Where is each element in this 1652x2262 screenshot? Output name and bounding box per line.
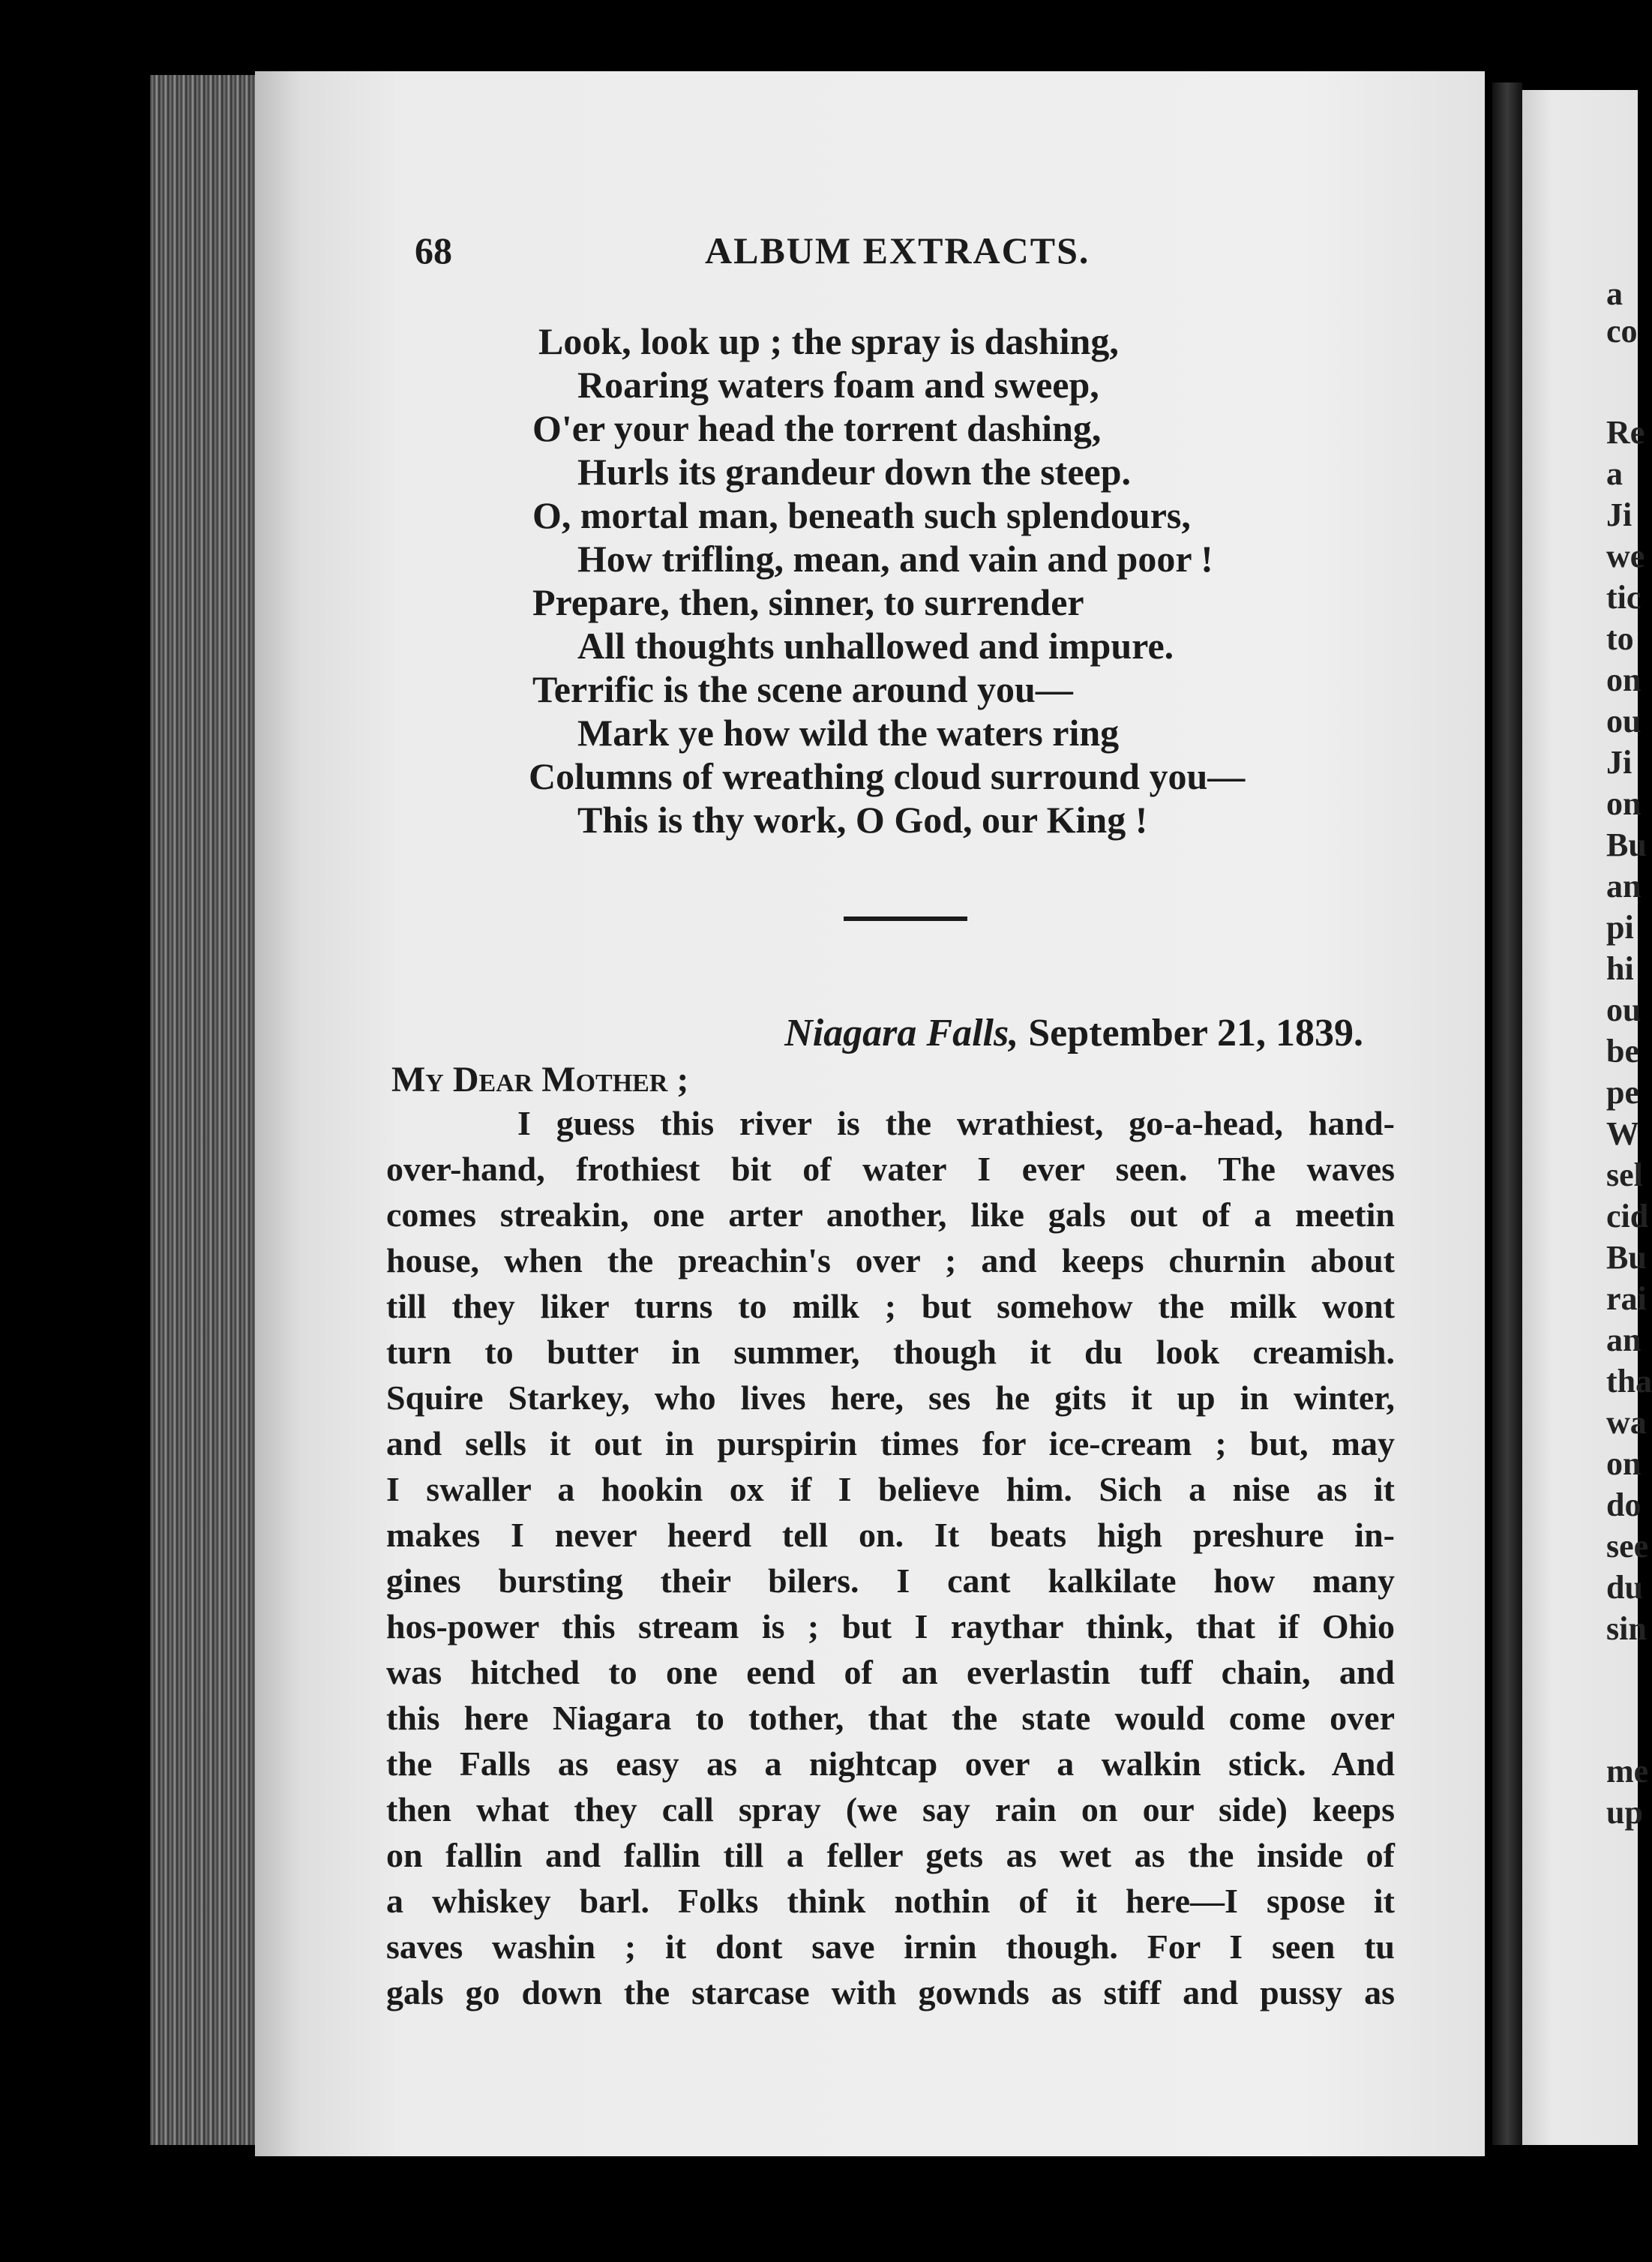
next-page-fragment: a [1606, 275, 1623, 312]
next-page-fragment: hi [1606, 950, 1634, 987]
letter-line: this here Niagara to tother, that the state would come over [386, 1699, 1395, 1737]
next-page-fragment: sin [1606, 1610, 1647, 1647]
letter-line: house, when the preachin's over ; and keeps churnin about [386, 1241, 1395, 1280]
next-page-fragment: Ji [1606, 496, 1633, 533]
next-page-fragment: Ji [1606, 744, 1633, 781]
book-gutter [1492, 82, 1522, 2145]
letter-salutation: My Dear Mother ; [391, 1060, 689, 1100]
next-page-fragment: me [1606, 1753, 1649, 1790]
next-page-fragment: on [1606, 785, 1642, 822]
book-page-edges [150, 75, 270, 2145]
letter-place: Niagara Falls, [784, 1012, 1019, 1054]
letter-line: turn to butter in summer, though it du look creamish. [386, 1333, 1395, 1371]
poem-line: This is thy work, O God, our King ! [577, 799, 1148, 841]
poem-line: Terrific is the scene around you— [532, 668, 1073, 710]
letter-line: I guess this river is the wrathiest, go-a-head, hand- [517, 1104, 1395, 1142]
next-page-fragment: be [1606, 1033, 1639, 1070]
next-page-fragment: tha [1606, 1363, 1652, 1400]
next-page-fragment: we [1606, 538, 1645, 574]
poem-line: Prepare, then, sinner, to surrender [532, 581, 1084, 623]
letter-dateline [784, 1011, 1363, 1055]
next-page-fragment: a [1606, 455, 1623, 492]
next-page-fragment: Bu [1606, 1239, 1647, 1276]
next-page-fragment: Bu [1606, 826, 1647, 863]
section-divider [844, 916, 967, 921]
poem-line: Columns of wreathing cloud surround you— [529, 755, 1246, 797]
next-page-fragment: wa [1606, 1404, 1647, 1441]
poem-line: O, mortal man, beneath such splendours, [532, 494, 1191, 536]
letter-line: a whiskey barl. Folks think nothin of it here—I spose it [386, 1882, 1395, 1920]
poem-line: Roaring waters foam and sweep, [577, 364, 1099, 406]
letter-line: I swaller a hookin ox if I believe him. Sich a nise as it [386, 1470, 1395, 1508]
letter-date: September 21, 1839. [1028, 1012, 1363, 1054]
next-page-fragment: ou [1606, 703, 1642, 740]
next-page-fragment: cid [1606, 1198, 1649, 1234]
next-page-fragment: an [1606, 1322, 1642, 1358]
letter-line: and sells it out in purspirin times for ice-cream ; but, may [386, 1424, 1395, 1462]
next-page-fragment: on [1606, 1445, 1642, 1482]
next-page-fragment: W [1606, 1115, 1639, 1152]
next-page-fragment: on [1606, 662, 1642, 698]
next-page-fragment: do [1606, 1486, 1642, 1523]
letter-line: gals go down the starcase with gownds as stiff and pussy as [386, 1973, 1395, 2012]
next-page-fragment: to [1606, 620, 1634, 657]
next-page-fragment: sel [1606, 1156, 1643, 1193]
letter-line: comes streakin, one arter another, like gals out of a meetin [386, 1196, 1395, 1234]
poem-line: Mark ye how wild the waters ring [577, 712, 1120, 754]
page-number: 68 [415, 230, 452, 272]
next-page-fragment: up [1606, 1794, 1643, 1831]
next-page-fragment: rai [1606, 1280, 1647, 1317]
letter-line: the Falls as easy as a nightcap over a walkin stick. And [386, 1744, 1395, 1783]
poem-line: Look, look up ; the spray is dashing, [538, 320, 1119, 362]
letter-line: then what they call spray (we say rain on our side) keeps [386, 1790, 1395, 1828]
poem-line: All thoughts unhallowed and impure. [577, 625, 1174, 667]
next-page-fragment: tic [1606, 579, 1642, 616]
next-page-fragment: Re [1606, 414, 1645, 451]
letter-line: saves washin ; it dont save irnin though. For I seen tu [386, 1928, 1395, 1966]
next-page-fragment: co [1606, 313, 1638, 350]
letter-line: makes I never heerd tell on. It beats high preshure in- [386, 1516, 1395, 1554]
letter-line: till they liker turns to milk ; but somehow the milk wont [386, 1287, 1395, 1325]
letter-line: Squire Starkey, who lives here, ses he gits it up in winter, [386, 1378, 1395, 1417]
letter-line: on fallin and fallin till a feller gets as wet as the inside of [386, 1836, 1395, 1874]
next-page-strip [1522, 90, 1652, 2145]
poem-line: O'er your head the torrent dashing, [532, 407, 1102, 449]
next-page-fragment: du [1606, 1569, 1643, 1606]
next-page-fragment: pi [1606, 909, 1634, 946]
letter-line: gines bursting their bilers. I cant kalkilate how many [386, 1562, 1395, 1600]
next-page-fragment: ou [1606, 992, 1642, 1028]
letter-line: was hitched to one eend of an everlastin tuff chain, and [386, 1653, 1395, 1691]
poem-line: Hurls its grandeur down the steep. [577, 451, 1132, 493]
letter-line: hos-power this stream is ; but I raythar think, that if Ohio [386, 1607, 1395, 1646]
letter-line: over-hand, frothiest bit of water I ever seen. The waves [386, 1150, 1395, 1188]
running-head: ALBUM EXTRACTS. [705, 230, 1090, 272]
next-page-fragment: an [1606, 868, 1642, 904]
poem-line: How trifling, mean, and vain and poor ! [577, 538, 1213, 580]
next-page-fragment: pe [1606, 1074, 1639, 1111]
next-page-fragment: see [1606, 1528, 1649, 1564]
